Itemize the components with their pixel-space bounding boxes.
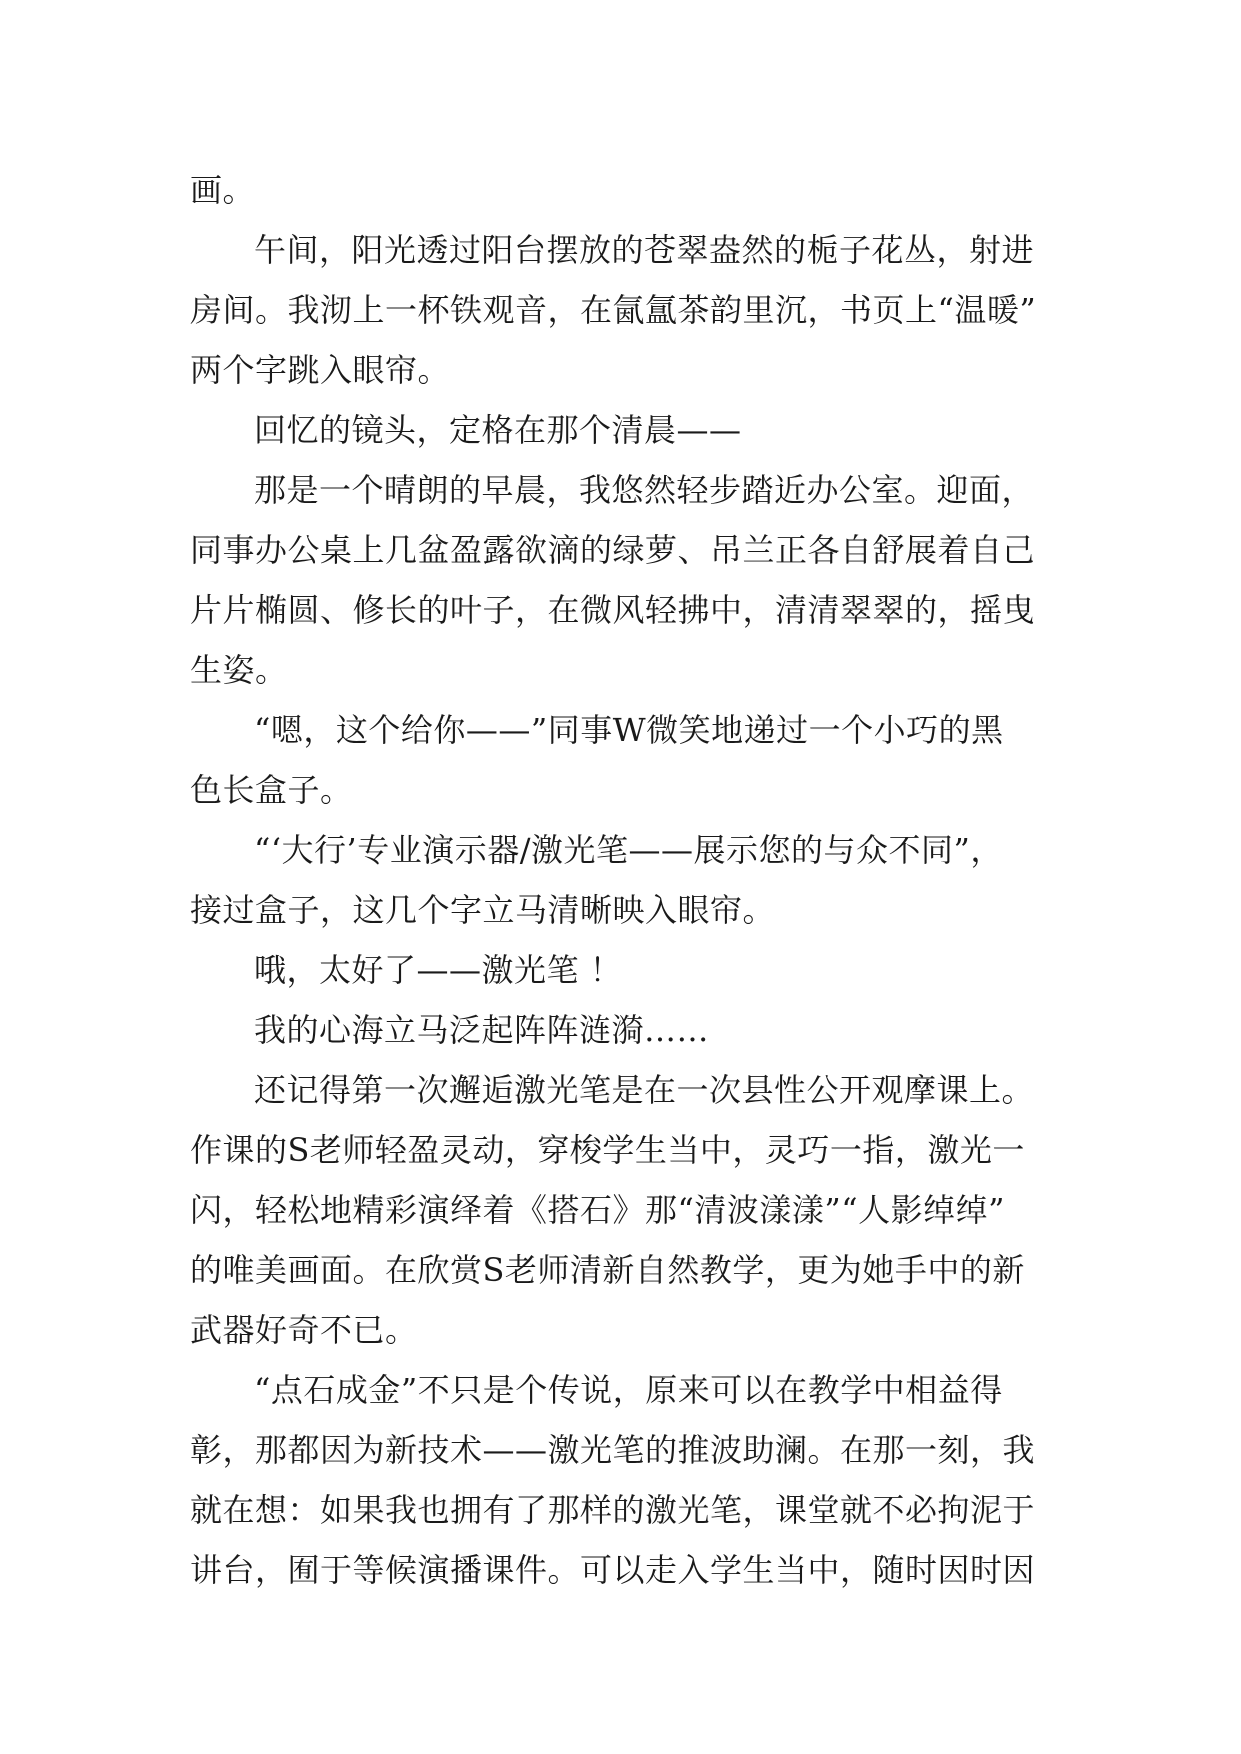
- paragraph-start-line: 那是一个晴朗的早晨，我悠然轻步踏近办公室。迎面，: [254, 471, 1035, 509]
- text-line: 片片椭圆、修长的叶子，在微风轻拂中，清清翠翠的，摇曳: [190, 591, 1036, 629]
- text-line: 的唯美画面。在欣赏S老师清新自然教学，更为她手中的新: [190, 1251, 1025, 1289]
- paragraph-start-line: 午间，阳光透过阳台摆放的苍翠盎然的栀子花丛，射进: [254, 231, 1035, 269]
- text-line: 两个字跳入眼帘。: [190, 351, 451, 389]
- paragraph-start-line: 回忆的镜头，定格在那个清晨——: [254, 411, 742, 449]
- paragraph-start-line: 还记得第一次邂逅激光笔是在一次县性公开观摩课上。: [254, 1071, 1035, 1109]
- paragraph-start-line: “点石成金”不只是个传说，原来可以在教学中相益得: [254, 1371, 1003, 1409]
- text-line: 讲台，囿于等候演播课件。可以走入学生当中，随时因时因: [190, 1551, 1036, 1589]
- paragraph-start-line: 哦，太好了——激光笔 ！: [254, 951, 623, 989]
- text-line: 色长盒子。: [190, 771, 353, 809]
- text-line: 作课的S老师轻盈灵动，穿梭学生当中，灵巧一指，激光一: [190, 1131, 1025, 1169]
- text-line: 房间。我沏上一杯铁观音，在氤氲茶韵里沉，书页上“温暖”: [190, 291, 1037, 329]
- text-line: 同事办公桌上几盆盈露欲滴的绿萝、吊兰正各自舒展着自己: [190, 531, 1036, 569]
- paragraph-start-line: “‘大行’专业演示器/激光笔——展示您的与众不同”，: [254, 831, 1003, 869]
- text-line: 接过盒子，这几个字立马清晰映入眼帘。: [190, 891, 776, 929]
- text-line: 闪，轻松地精彩演绎着《搭石》那“清波漾漾”“人影绰绰”: [190, 1191, 1005, 1229]
- paragraph-start-line: 我的心海立马泛起阵阵涟漪……: [254, 1011, 710, 1049]
- text-line: 生姿。: [190, 651, 288, 689]
- paragraph-start-line: “嗯，这个给你——”同事W微笑地递过一个小巧的黑: [254, 711, 1004, 749]
- text-line: 就在想：如果我也拥有了那样的激光笔，课堂就不必拘泥于: [190, 1491, 1036, 1529]
- document-body: [190, 160, 1050, 1600]
- text-line: 画。: [190, 171, 256, 209]
- text-line: 武器好奇不已。: [190, 1311, 418, 1349]
- text-line: 彰，那都因为新技术——激光笔的推波助澜。在那一刻，我: [190, 1431, 1036, 1469]
